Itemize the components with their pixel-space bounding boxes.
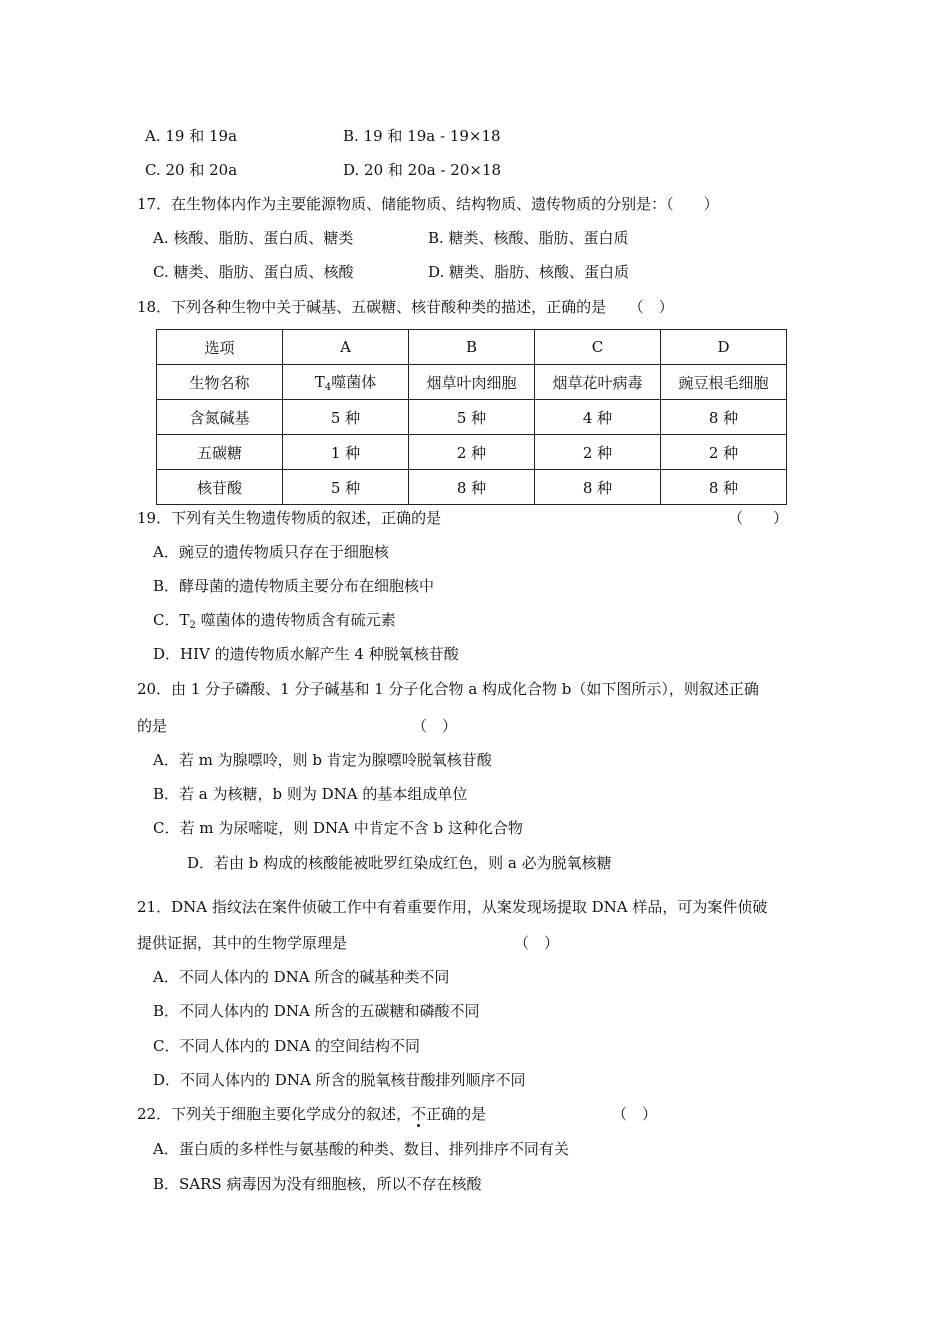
q22-option-b: B．SARS 病毒因为没有细胞核，所以不存在核酸	[153, 1175, 482, 1193]
table-cell: 8 种	[409, 470, 535, 505]
table-cell: C	[535, 330, 661, 365]
table-row	[157, 365, 787, 400]
q20-option-c: C．若 m 为尿嘧啶，则 DNA 中肯定不含 b 这种化合物	[153, 819, 523, 837]
q21-option-c: C．不同人体内的 DNA 的空间结构不同	[153, 1037, 420, 1055]
q21-stem-line1: 21．DNA 指纹法在案件侦破工作中有着重要作用，从案发现场提取 DNA 样品，可为案件侦破	[137, 898, 768, 916]
table-row	[157, 400, 787, 435]
q22-stem-end: 正确的是	[426, 1105, 487, 1123]
q21-answer-paren: （ ）	[514, 934, 560, 952]
q16-option-b: B. 19 和 19a - 19×18	[343, 127, 501, 145]
q19-option-c-subscript: 2	[189, 620, 196, 631]
table-row	[157, 330, 787, 365]
q19-option-c	[153, 610, 396, 636]
table-cell: 8 种	[535, 470, 661, 505]
q17-option-d: D. 糖类、脂肪、核酸、蛋白质	[428, 263, 630, 281]
table-cell: B	[409, 330, 535, 365]
table-cell: 核苷酸	[157, 470, 283, 505]
table-cell	[283, 365, 409, 400]
table-cell: 8 种	[661, 400, 787, 435]
table-cell: 选项	[157, 330, 283, 365]
q19-option-d: D．HIV 的遗传物质水解产生 4 种脱氧核苷酸	[153, 645, 459, 663]
q18-table	[156, 329, 787, 505]
q22-stem-start: 22．下列关于细胞主要化学成分的叙述，	[137, 1105, 412, 1123]
q19-stem: 19．下列有关生物遗传物质的叙述，正确的是	[137, 509, 442, 527]
q19-option-c-prefix: C．T	[153, 611, 190, 629]
t4-subscript: 4	[324, 382, 332, 393]
table-cell: 2 种	[535, 435, 661, 470]
q19-option-b: B．酵母菌的遗传物质主要分布在细胞核中	[153, 577, 435, 595]
table-row	[157, 470, 787, 505]
q20-answer-paren: （ ）	[412, 717, 458, 735]
q22-stem	[137, 1104, 486, 1124]
table-cell: 8 种	[661, 470, 787, 505]
table-cell: 4 种	[535, 400, 661, 435]
table-cell: D	[661, 330, 787, 365]
q19-answer-paren: （ ）	[728, 509, 789, 527]
table-cell: 5 种	[283, 470, 409, 505]
q18-stem: 18．下列各种生物中关于碱基、五碳糖、核苷酸种类的描述，正确的是 （ ）	[137, 298, 674, 316]
table-row	[157, 435, 787, 470]
q22-option-a: A．蛋白质的多样性与氨基酸的种类、数目、排列排序不同有关	[153, 1140, 569, 1158]
q17-stem: 17．在生物体内作为主要能源物质、储能物质、结构物质、遗传物质的分别是：（ ）	[137, 195, 719, 213]
table-cell: 2 种	[661, 435, 787, 470]
q19-option-c-text: 噬菌体的遗传物质含有硫元素	[195, 611, 396, 629]
q21-stem-line2: 提供证据，其中的生物学原理是	[137, 934, 348, 952]
q17-option-a: A. 核酸、脂肪、蛋白质、糖类	[153, 229, 354, 247]
q20-option-d: D．若由 b 构成的核酸能被吡罗红染成红色，则 a 必为脱氧核糖	[187, 854, 612, 872]
q16-option-c: C. 20 和 20a	[145, 161, 238, 179]
table-cell: 生物名称	[157, 365, 283, 400]
q20-stem-line1: 20．由 1 分子磷酸、1 分子碱基和 1 分子化合物 a 构成化合物 b（如下图所示），则叙述正确	[137, 680, 759, 698]
q17-option-b: B. 糖类、核酸、脂肪、蛋白质	[428, 229, 629, 247]
table-cell: 5 种	[409, 400, 535, 435]
table-cell: 含氮碱基	[157, 400, 283, 435]
q19-option-a: A．豌豆的遗传物质只存在于细胞核	[153, 543, 389, 561]
q21-option-b: B．不同人体内的 DNA 所含的五碳糖和磷酸不同	[153, 1002, 480, 1020]
table-cell: 豌豆根毛细胞	[661, 365, 787, 400]
table-cell: A	[283, 330, 409, 365]
table-cell: 五碳糖	[157, 435, 283, 470]
table-cell: 5 种	[283, 400, 409, 435]
table-cell: 烟草花叶病毒	[535, 365, 661, 400]
q20-option-a: A．若 m 为腺嘌呤，则 b 肯定为腺嘌呤脱氧核苷酸	[153, 751, 492, 769]
t4-letter: T	[314, 373, 325, 391]
q17-option-c: C. 糖类、脂肪、蛋白质、核酸	[153, 263, 354, 281]
q22-answer-paren: （ ）	[612, 1105, 658, 1123]
q20-stem-line2: 的是	[137, 717, 168, 735]
q20-option-b: B．若 a 为核糖，b 则为 DNA 的基本组成单位	[153, 785, 468, 803]
q16-option-a: A. 19 和 19a	[145, 127, 238, 145]
q16-option-d: D. 20 和 20a - 20×18	[343, 161, 502, 179]
table-cell: 2 种	[409, 435, 535, 470]
q21-option-a: A．不同人体内的 DNA 所含的碱基种类不同	[153, 968, 450, 986]
q22-emphasis-not: 不	[411, 1105, 427, 1123]
table-cell: 烟草叶肉细胞	[409, 365, 535, 400]
q21-option-d: D．不同人体内的 DNA 所含的脱氧核苷酸排列顺序不同	[153, 1071, 526, 1089]
t4-phage: 噬菌体	[331, 373, 377, 391]
table-cell: 1 种	[283, 435, 409, 470]
